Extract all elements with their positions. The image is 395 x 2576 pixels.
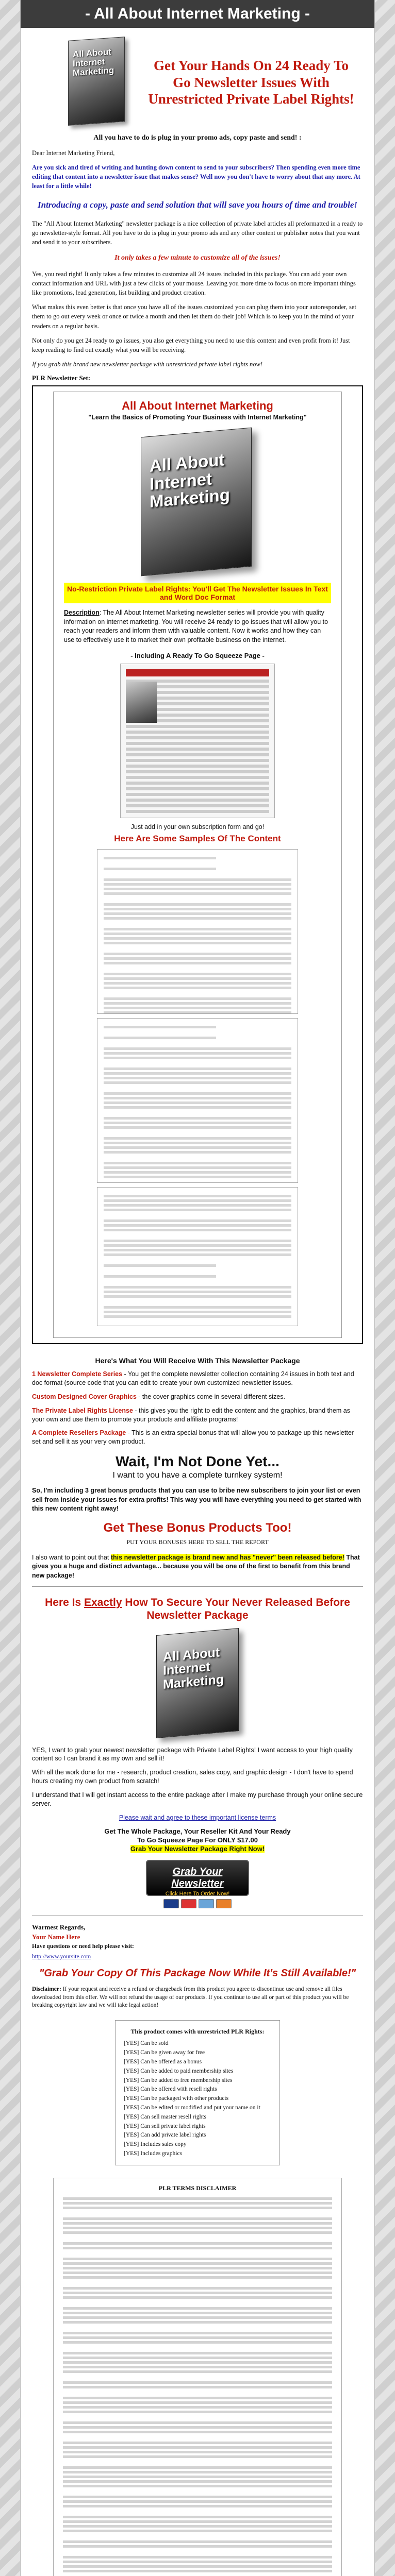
intro-paragraph: Are you sick and tired of writing and hunting down content to send to your subscribers? Then spending even more time editing that content into a newsletter issue that makes sense? Well now you don't have to worry about that any more. At least for a little while! <box>32 164 360 190</box>
plr-rights-item: [YES] Can be added to paid membership sites <box>124 2067 234 2074</box>
customize-heading: It only takes a few minute to customize all of the issues! <box>114 253 281 262</box>
package-title: Here's What You Will Receive With This Newsletter Package <box>95 1357 300 1365</box>
plr-newsletter-label: PLR Newsletter Set: <box>32 374 91 382</box>
paragraph-4: What makes this even better is that once you have all of the issues customized you can plug them into your autoresponder, set them to go out every week or once or twice a month and then let them do their job! Which is to keep you in the mind of your readers on a regular basis. <box>32 303 356 330</box>
order-title: Here Is Exactly How To Secure Your Never Released Before Newsletter Package <box>45 1597 350 1622</box>
description: Description: The All About Internet Marketing newsletter series will provide you with quality information on internet marketing. You will receive 24 ready to go issues that will allow you to reach your readers and inform them with valuable content. Now it works and how they can use to effectively use it to market their own profitable business on the internet. <box>64 609 328 643</box>
page-title: - All About Internet Marketing - <box>85 5 310 22</box>
discover-icon <box>216 1899 232 1908</box>
rights-banner: No-Restriction Private Label Rights: You'll Get The Newsletter Issues In Text and Word Doc Format <box>64 583 331 603</box>
wait-title: Wait, I'm Not Done Yet... <box>116 1453 279 1470</box>
package-item-2: Custom Designed Cover Graphics - the cover graphics come in several different sizes. <box>32 1393 285 1400</box>
squeeze-page-image <box>120 664 275 818</box>
plr-rights-item: [YES] Can be offered as a bonus <box>124 2058 202 2065</box>
squeeze-caption: Just add in your own subscription form and go! <box>130 823 265 831</box>
plr-rights-item: [YES] Can be packaged with other products <box>124 2095 229 2102</box>
order-offer-line-3: Grab Your Newsletter Package Right Now! <box>130 1844 265 1853</box>
bonus-lead: So, I'm including 3 great bonus products that you can use to bribe new subscribers to join your list or even sell from inside your issues for extra profits! This way you will have everything you need to get started with this new content right away! <box>32 1487 361 1513</box>
plr-rights-item: [YES] Includes sales copy <box>124 2141 187 2148</box>
subheadline: All you have to do is plug in your promo ads, copy paste and send! : <box>93 134 302 142</box>
intro-heading: Introducing a copy, paste and send solution that will save you hours of time and trouble! <box>38 199 357 210</box>
header-bar <box>21 0 374 28</box>
wait-subtitle: I want to you have a complete turnkey system! <box>112 1471 283 1480</box>
amex-icon <box>199 1899 214 1908</box>
license-terms-link[interactable]: Please wait and agree to these important license terms <box>119 1814 276 1821</box>
order-yes: YES, I want to grab your newest newsletter package with Private Label Rights! I want access to your high quality content so I can brand it as my own and sell it! <box>32 1746 353 1762</box>
sample-page-2 <box>97 1018 298 1183</box>
newsletter-subtitle: "Learn the Basics of Promoting Your Business with Internet Marketing" <box>88 414 307 421</box>
order-cover-image: All About Internet Marketing <box>146 1628 249 1741</box>
ebook-cover-image: All About Internet Marketing <box>68 39 130 126</box>
newsletter-title: All About Internet Marketing <box>122 399 273 413</box>
paragraph-6: If you grab this brand new newsletter package with unrestricted private label rights now! <box>32 360 263 368</box>
bonus-title: Get These Bonus Products Too! <box>103 1520 292 1535</box>
sample-page-1 <box>97 849 298 1014</box>
plr-rights-item: [YES] Can be sold <box>124 2040 169 2047</box>
samples-title: Here Are Some Samples Of The Content <box>114 834 281 844</box>
plr-rights-item: [YES] Can be edited or modified and put your name on it <box>124 2105 260 2111</box>
bonus-note: PUT YOUR BONUSES HERE TO SELL THE REPORT <box>126 1538 269 1546</box>
greeting: Dear Internet Marketing Friend, <box>32 149 115 157</box>
hero-headline: Get Your Hands On 24 Ready To Go Newsletter Issues With Unrestricted Private Label Rights! <box>148 58 354 107</box>
sample-page-3 <box>97 1187 298 1326</box>
package-section <box>32 1357 363 1446</box>
newsletter-cover-image: All About Internet Marketing <box>130 428 265 578</box>
plr-rights-item: [YES] Can add private label rights <box>124 2132 206 2139</box>
plr-rights-box: This product comes with unrestricted PLR Rights: [YES] Can be sold [YES] Can be given away for free [YES] Can be offered as a bonus [YES] Can be added to paid membership sites [YES] Can be added to free membership sites [YES] Can be offered with resell rights [YES] Can be packaged with other products [YES] Can be edited or modified and put your name on it [YES] Can sell master resell rights [YES] Can sell private label rights [YES] Can add private label rights [YES] Includes sales copy [YES] Includes graphics <box>115 2020 280 2165</box>
signature: Warmest Regards, Your Name Here Have questions or need help please visit: http://www.yoursite.com <box>32 1923 134 1960</box>
order-button[interactable]: Grab Your Newsletter Click Here To Order Now! <box>146 1860 249 1896</box>
plr-rights-item: [YES] Can be offered with resell rights <box>124 2086 217 2093</box>
visa-icon <box>163 1899 179 1908</box>
hero <box>32 28 363 131</box>
order-section <box>32 1746 363 1908</box>
paragraph-2: The "All About Internet Marketing" newsletter package is a nice collection of private label articles all preformatted in a ready to go newsletter-style format. All you have to do is plug in your promo ads and any other content or publisher notes that you want and send it to your subscribers. <box>32 219 363 246</box>
plr-rights-item: [YES] Includes graphics <box>124 2150 183 2157</box>
plr-rights-item: [YES] Can sell private label rights <box>124 2123 206 2129</box>
order-offer-line-1: Get The Whole Package, Your Reseller Kit And Your Ready <box>104 1827 291 1835</box>
disclaimer: Disclaimer: If your request and receive a refund or chargeback from this product you agree to discontinue use and remove all files downloaded from this offer. We will not refund the usage of our products. If you continue to use all or part of this product you will be breaking copyright law and we will take legal action! <box>32 1986 349 2009</box>
order-p2: With all the work done for me - research, product creation, sales copy, and graphic design - I don't have to spend hours creating my own product from scratch! <box>32 1769 353 1785</box>
paragraph-5: Not only do you get 24 ready to go issues, you also get everything you need to use this content and even profit from it! Just keep reading to find out exactly what you will be receiving. <box>32 336 350 353</box>
plr-terms-box: PLR TERMS DISCLAIMER <box>53 2178 342 2576</box>
grab-headline: "Grab Your Copy Of This Package Now While It's Still Available!" <box>39 1968 356 1979</box>
page <box>20 0 375 2576</box>
squeeze-page-title: - Including A Ready To Go Squeeze Page - <box>130 652 265 660</box>
package-item-3: The Private Label Rights License - this gives you the right to edit the content and the graphics, brand them as your own and use them to promote your products and affiliate programs! <box>32 1406 350 1423</box>
plr-rights-item: [YES] Can sell master resell rights <box>124 2113 207 2120</box>
urgency-paragraph: I also want to point out that this newsletter package is brand new and has "never" been released before! That gives you a huge and distinct advantage... because you will be one of the first to benefit from this brand new package! <box>32 1553 360 1579</box>
payment-card-icons <box>32 1899 363 1908</box>
package-item-1: 1 Newsletter Complete Series - You get the complete newsletter collection containing 24 issues in both text and doc format (source code that you can edit to create your own customized newsletter issues. <box>32 1370 354 1386</box>
newsletter-box <box>32 385 363 1344</box>
support-link[interactable]: http://www.yoursite.com <box>32 1953 91 1960</box>
order-offer-line-2: To Go Squeeze Page For ONLY $17.00 <box>137 1836 258 1844</box>
plr-rights-item: [YES] Can be given away for free <box>124 2049 205 2056</box>
order-p3: I understand that I will get instant access to the entire package after I make my purchase through your online secure server. <box>32 1791 363 1807</box>
plr-rights-item: [YES] Can be added to free membership sites <box>124 2077 233 2083</box>
mastercard-icon <box>181 1899 196 1908</box>
package-item-4: A Complete Resellers Package - This is an extra special bonus that will allow you to package up this newsletter set and sell it as your very own product. <box>32 1429 354 1446</box>
paragraph-3: Yes, you read right! It only takes a few minutes to customize all 24 issues included in this package. You can add your own contact information and URL with just a few clicks of your mouse. Leaving you more time to focus on more important things like promotions, lead generation, list building and product creation. <box>32 270 356 297</box>
